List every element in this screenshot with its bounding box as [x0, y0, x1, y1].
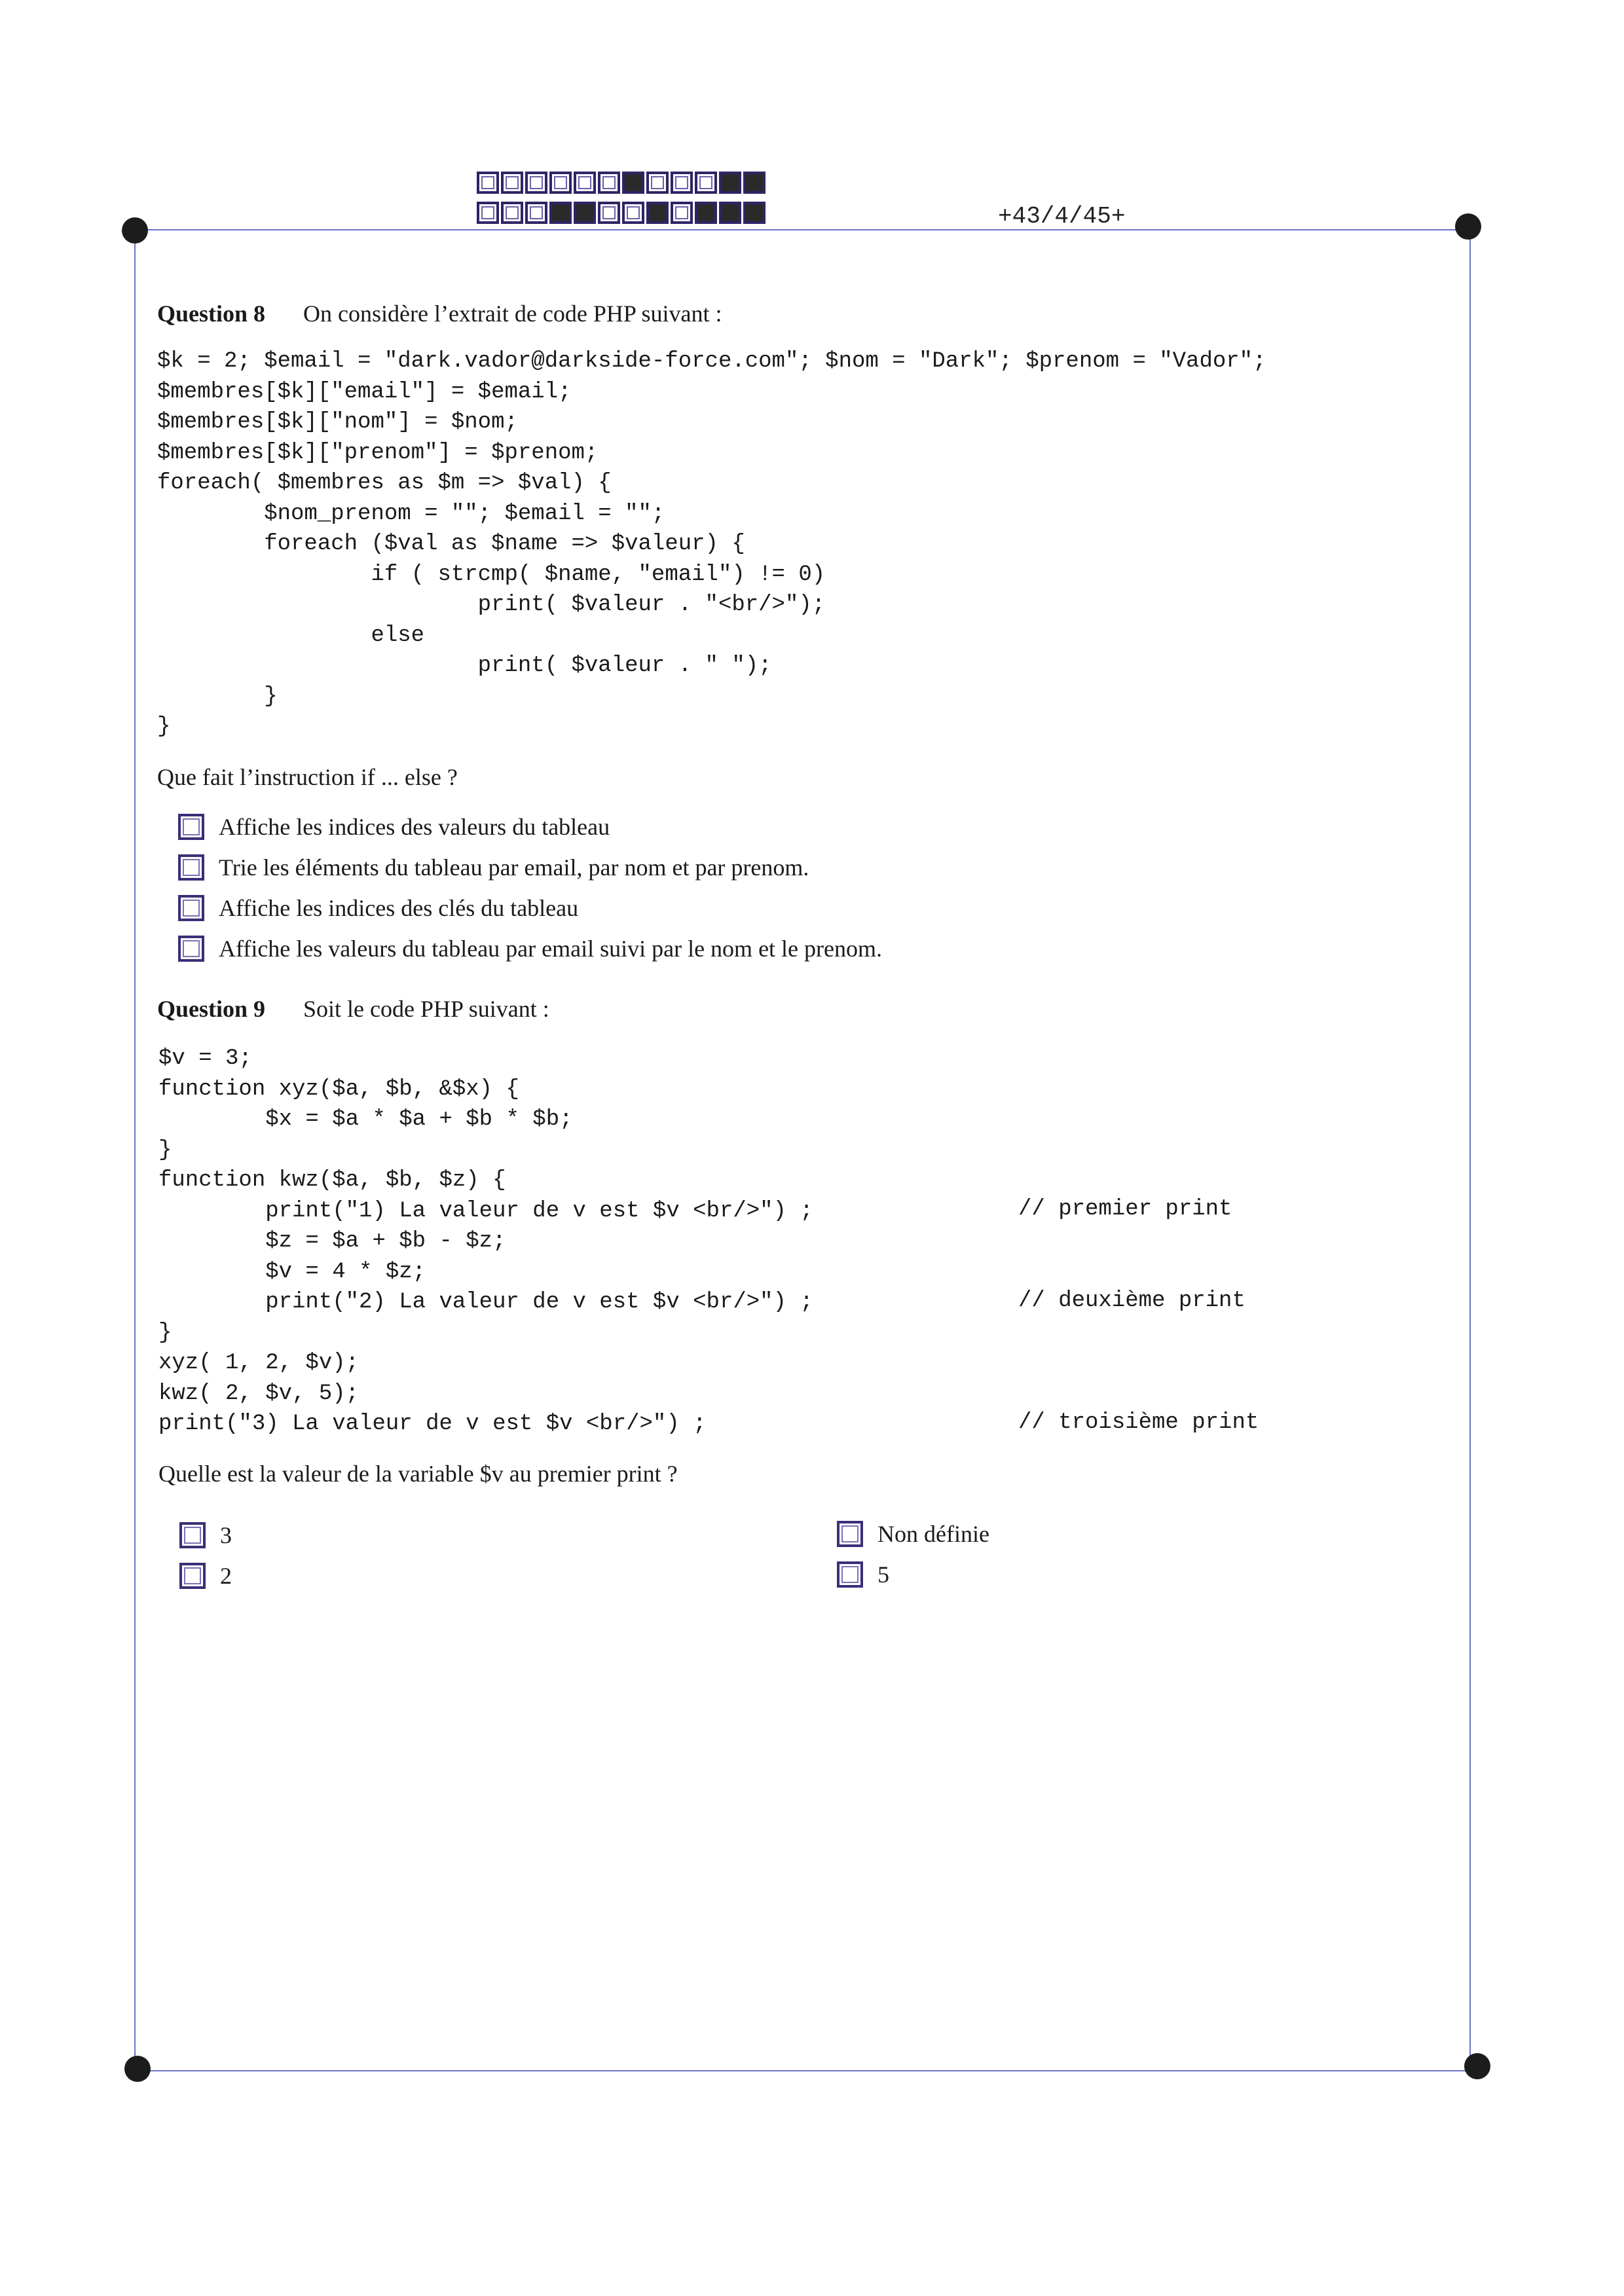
- question-8-header: [157, 300, 722, 327]
- checkbox[interactable]: [178, 895, 204, 921]
- barcode-cell: [719, 202, 741, 224]
- barcode-cell: [501, 202, 523, 224]
- barcode-cell: [501, 172, 523, 194]
- barcode-cell: [525, 172, 547, 194]
- choice-label: 3: [220, 1522, 232, 1548]
- question-8-code: $k = 2; $email = "dark.vador@darkside-force.com"; $nom = "Dark"; $prenom = "Vador"; $membres[$k]["email"] = $email; $membres[$k]["nom"] = $nom; $membres[$k]["prenom"] = $prenom; foreach( $membres as $m => $val) { $nom_prenom = ""; $email = ""; foreach ($val as $name => $valeur) { if ( strcmp( $name, "email") != 0) print( $valeur . "<br/>"); else print( $valeur . " "); } }: [157, 349, 1266, 739]
- barcode-cell: [549, 202, 572, 224]
- barcode-cell: [574, 202, 596, 224]
- comment-third-print: // troisième print: [1018, 1410, 1259, 1435]
- checkbox[interactable]: [179, 1522, 206, 1548]
- question-9-prompt: Quelle est la valeur de la variable $v au premier print ?: [158, 1461, 678, 1487]
- question-9-choice-left-2[interactable]: [179, 1562, 232, 1590]
- question-9-intro: Soit le code PHP suivant :: [303, 996, 549, 1022]
- barcode-cell: [622, 172, 644, 194]
- checkbox[interactable]: [179, 1563, 206, 1589]
- corner-marker-top-left: [122, 217, 148, 244]
- barcode-cell: [477, 202, 499, 224]
- question-9-header: [157, 995, 549, 1023]
- choice-label: Affiche les valeurs du tableau par email suivi par le nom et le prenom.: [219, 936, 882, 962]
- barcode-cell: [549, 172, 572, 194]
- question-9-choice-right-1[interactable]: [837, 1520, 989, 1548]
- question-9-choice-right-2[interactable]: [837, 1561, 889, 1588]
- question-9-code: $v = 3; function xyz($a, $b, &$x) { $x = $a * $a + $b * $b; } function kwz($a, $b, $z) { print("1) La valeur de v est $v <br/>") ; $z = $a + $b - $z; $v = 4 * $z; print("2) La valeur de v est $v <br/>") ; } xyz( 1, 2, $v); kwz( 2, $v, 5); print("3) La valeur de v est $v <br/>") ;: [158, 1046, 813, 1436]
- checkbox[interactable]: [178, 814, 204, 840]
- checkbox[interactable]: [837, 1521, 863, 1547]
- comment-second-print: // deuxième print: [1018, 1288, 1246, 1313]
- barcode-cell: [646, 202, 669, 224]
- corner-marker-top-right: [1455, 213, 1481, 240]
- question-8-choice-2[interactable]: [178, 854, 809, 881]
- barcode-cell: [671, 172, 693, 194]
- barcode-row-bottom: [477, 202, 767, 224]
- barcode-cell: [574, 172, 596, 194]
- barcode-cell: [598, 202, 620, 224]
- question-8-number: Question 8: [157, 301, 266, 327]
- question-8-choice-4[interactable]: [178, 935, 882, 962]
- barcode-cell: [598, 172, 620, 194]
- question-8-choice-3[interactable]: [178, 894, 578, 922]
- corner-marker-bottom-right: [1464, 2053, 1490, 2079]
- comment-first-print: // premier print: [1018, 1197, 1232, 1222]
- choice-label: 2: [220, 1563, 232, 1589]
- barcode-row-top: [477, 172, 767, 194]
- choice-label: Affiche les indices des valeurs du tableau: [219, 814, 610, 840]
- barcode-cell: [525, 202, 547, 224]
- question-8-choice-1[interactable]: [178, 813, 610, 841]
- question-9-number: Question 9: [157, 996, 266, 1022]
- question-9-choice-left-1[interactable]: [179, 1522, 232, 1549]
- choice-label: Non définie: [877, 1521, 989, 1547]
- checkbox[interactable]: [178, 854, 204, 881]
- exam-page-id: +43/4/45+: [998, 203, 1126, 230]
- barcode-cell: [743, 202, 766, 224]
- question-8-prompt: Que fait l’instruction if ... else ?: [157, 764, 458, 790]
- question-8-intro: On considère l’extrait de code PHP suivant :: [303, 301, 722, 327]
- choice-label: 5: [877, 1561, 889, 1588]
- choice-label: Affiche les indices des clés du tableau: [219, 895, 579, 921]
- barcode-cell: [743, 172, 766, 194]
- barcode-cell: [622, 202, 644, 224]
- barcode-cell: [671, 202, 693, 224]
- barcode-cell: [695, 202, 717, 224]
- corner-marker-bottom-left: [124, 2056, 151, 2082]
- barcode-cell: [719, 172, 741, 194]
- barcode-cell: [695, 172, 717, 194]
- checkbox[interactable]: [837, 1561, 863, 1588]
- barcode-cell: [646, 172, 669, 194]
- choice-label: Trie les éléments du tableau par email, par nom et par prenom.: [219, 854, 809, 881]
- barcode-cell: [477, 172, 499, 194]
- checkbox[interactable]: [178, 936, 204, 962]
